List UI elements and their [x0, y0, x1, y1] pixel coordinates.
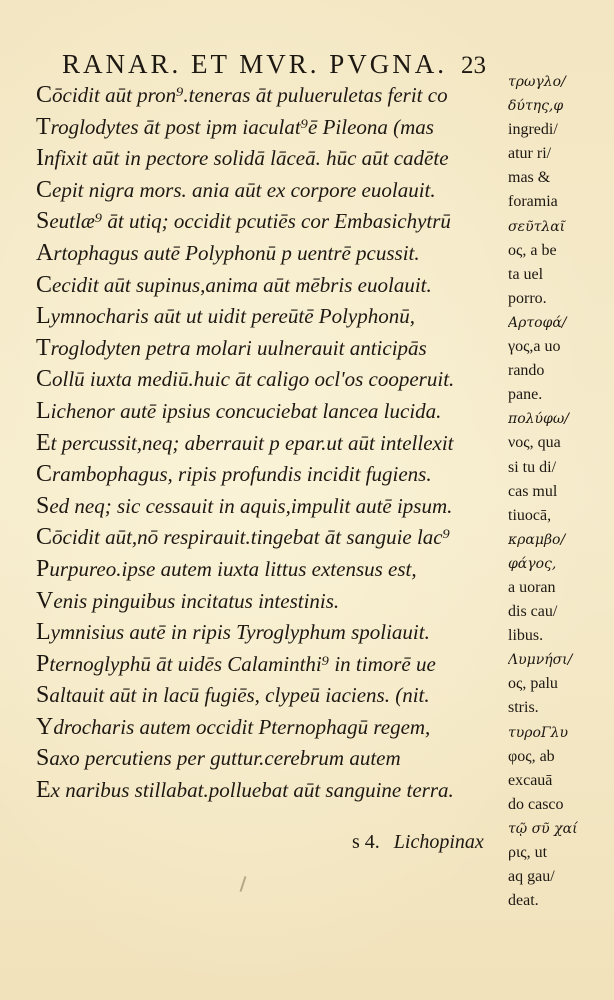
text-line: Et percussit,neq; aberrauit p epar.ut aūt intellexit: [36, 429, 454, 456]
gloss-line: δύτης,φ: [508, 98, 564, 115]
text-line: Crambophagus, ripis profundis incidit fugiens.: [36, 461, 432, 488]
text-line: Venis pinguibus incitatus intestinis.: [36, 587, 340, 614]
text-line: Seutlæ⁹ āt utiq; occidit pcutiēs cor Embasichytrū: [36, 208, 451, 235]
text-line: Sed neq; sic cessauit in aquis,impulit autē ipsum.: [36, 492, 453, 519]
text-line: Saltauit aūt in lacū fugiēs, clypeū iaciens. (nit.: [36, 682, 430, 709]
text-line: Cōcidit aūt pron⁹.teneras āt pulueruletas ferit co: [36, 82, 448, 108]
gloss-line: τρωγλο/: [508, 74, 566, 90]
gloss-line: tiuocā,: [508, 506, 552, 524]
text-line: Troglodyten petra molari uulnerauit anticipās: [36, 334, 427, 361]
text-line: Purpureo.ipse autem iuxta littus extensus est,: [36, 555, 417, 582]
gloss-line: νος, qua: [508, 434, 561, 452]
text-line: Collū iuxta mediū.huic āt caligo ocl'os cooperuit.: [36, 366, 455, 393]
gloss-line: excauā: [508, 771, 553, 789]
running-head-title: RANAR. ET MVR. PVGNA.: [62, 49, 448, 79]
gloss-line: σεῦτλαῖ: [508, 218, 566, 235]
text-line: Ex naribus stillabat.polluebat aūt sanguine terra.: [36, 777, 454, 804]
catchword: Lichopinax: [393, 831, 484, 853]
gloss-line: γος,a uo: [508, 338, 561, 356]
gloss-line: mas &: [508, 169, 551, 187]
text-line: Cōcidit aūt,nō respirauit.tingebat āt sanguie lac⁹: [36, 524, 450, 551]
gloss-line: deat.: [508, 892, 539, 910]
signature-line: [352, 825, 502, 859]
gloss-line: Αρτοφά/: [508, 314, 567, 331]
text-line: Troglodytes āt post ipm iaculat⁹ē Pileona (mas: [36, 113, 434, 140]
gloss-line: libus.: [508, 627, 544, 645]
text-line: Cepit nigra mors. ania aūt ex corpore euolauit.: [36, 176, 436, 203]
gloss-line: τῷ σῦ χαί: [508, 820, 578, 837]
gloss-line: τυροΓλυ: [508, 724, 569, 741]
text-line: Lymnisius autē in ripis Tyroglyphum spoliauit.: [36, 619, 430, 646]
running-head: [62, 44, 492, 84]
gloss-line: cas mul: [508, 482, 558, 500]
gloss-line: ρις, ut: [508, 844, 548, 861]
gloss-line: φάγος,: [508, 555, 557, 572]
gloss-line: porro.: [508, 289, 547, 307]
gloss-line: dis cau/: [508, 603, 558, 621]
gloss-line: foramia: [508, 193, 558, 211]
gloss-line: ος, a be: [508, 241, 557, 259]
text-line: Saxo percutiens per guttur.cerebrum autem: [36, 745, 401, 772]
text-line: Lichenor autē ipsius concuciebat lancea lucida.: [36, 397, 442, 424]
margin-gloss: [508, 70, 608, 913]
text-line: Cecidit aūt supinus,anima aūt mēbris euolauit.: [36, 271, 432, 298]
text-line: Pternoglyphū āt uidēs Calaminthi⁹ in timorē ue: [36, 650, 436, 677]
paper-mark: [240, 876, 247, 892]
gloss-line: πολύφω/: [508, 411, 569, 428]
text-line: Ydrocharis autem occidit Pternophagū regem,: [36, 713, 431, 740]
gloss-line: atur ri/: [508, 145, 552, 163]
gloss-line: do casco: [508, 795, 564, 813]
signature-mark: s 4.: [352, 831, 380, 853]
gloss-line: ta uel: [508, 265, 544, 283]
gloss-line: pane.: [508, 386, 543, 404]
gloss-line: stris.: [508, 699, 539, 717]
gloss-line: κραμβο/: [508, 531, 566, 548]
main-text-block: [36, 80, 504, 807]
gloss-line: rando: [508, 362, 545, 380]
gloss-line: aq gau/: [508, 868, 555, 886]
gloss-line: Λυμνήσι/: [508, 652, 573, 669]
text-line: Artophagus autē Polyphonū p uentrē pcussit.: [36, 239, 420, 266]
gloss-line: ος, palu: [508, 675, 558, 693]
gloss-line: a uoran: [508, 578, 556, 596]
gloss-line: φος, ab: [508, 747, 555, 765]
gloss-line: ingredi/: [508, 121, 558, 139]
text-line: Lymnocharis aūt ut uidit pereūtē Polyphonū,: [36, 303, 416, 330]
text-line: Infixit aūt in pectore solidā lāceā. hūc aūt cadēte: [36, 145, 449, 172]
gloss-line: si tu di/: [508, 458, 557, 476]
folio-number: 23: [461, 52, 487, 79]
